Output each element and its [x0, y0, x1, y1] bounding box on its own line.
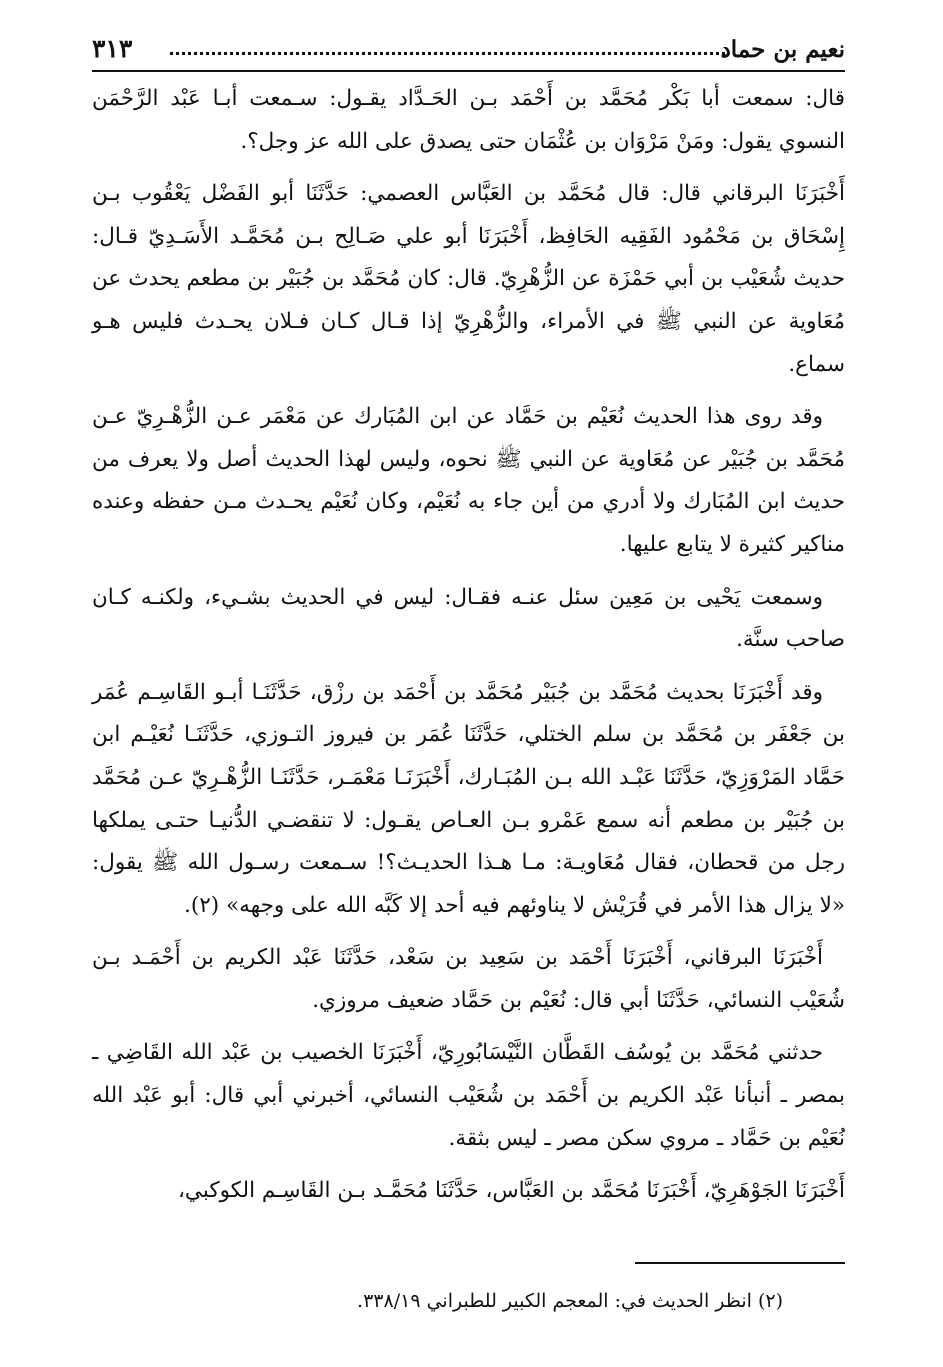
main-text	[92, 78, 845, 1223]
running-head: نعيم بن حماد	[720, 36, 845, 63]
dotted-leader	[170, 52, 725, 55]
paragraph: وسمعت يَحْيى بن مَعِين سئل عنـه فقـال: ليس في الحديث بشـيء، ولكنـه كـان صاحب سنَّة.	[92, 584, 845, 653]
paragraph: وقد روى هذا الحديث نُعَيْم بن حَمَّاد عن ابن المُبَارك عن مَعْمَر عـن الزُّهْـرِيّ عـن مُحَمَّد بن جُبَيْر عن مُعَاوية عن النبي ﷺ نحوه، وليس لهذا الحديث أصل ولا يعرف من حديث ابن المُبَارك ولا أدري من أين جاء به نُعَيْم، وكان نُعَيْم يحـدث مـن حفظه وعنده مناكير كثيرة لا يتابع عليها.	[92, 404, 845, 557]
paragraph: أَخْبَرَنَا البرقاني، أَخْبَرَنَا أَحْمَد بن سَعِيد بن سَعْد، حَدَّثَنَا عَبْد الكريم بن أَحْمَـد بـن شُعَيْب النسائي، حَدَّثَنَا أبي قال: نُعَيْم بن حَمَّاد ضعيف مروزي.	[92, 945, 845, 1013]
paragraph: أَخْبَرَنَا الجَوْهَرِيّ، أَخْبَرَنَا مُحَمَّد بن العَبَّاس، حَدَّثَنَا مُحَمَّـد بـن القَاسِـم الكوكبي،	[177, 1178, 845, 1204]
paragraph: قال: سمعت أبا بَكْر مُحَمَّد بن أَحْمَد بـن الحَـدَّاد يقـول: سـمعت أبـا عَبْد الرَّحْمَن النسوي يقول: ومَنْ مَرْوَان بن عُثْمَان حتى يصدق على الله عز وجل؟.	[92, 86, 845, 154]
page-header	[92, 30, 845, 72]
paragraph: وقد أَخْبَرَنَا بحديث مُحَمَّد بن جُبَيْر مُحَمَّد بن أَحْمَد بن رزْق، حَدَّثَنَـا أبـو القَاسِـم عُمَر بن جَعْفَر بن مُحَمَّد بن سلم الختلي، حَدَّثَنَا عُمَر بن فيروز التـوزي، حَدَّثَنَـا نُعَيْـم ابن حَمَّاد المَرْوَزِيّ، حَدَّثَنَا عَبْـد الله بـن المُبَـارك، أَخْبَرَنَـا مَعْمَـر، حَدَّثَنَـا الزُّهْـرِيّ عـن مُحَمَّد بن جُبَيْر بن مطعم أنه سمع عَمْرو بـن العـاص يقـول: لا تنقضـي الدُّنيـا حتـى يملكها رجل من قحطان، فقال مُعَاويـة: مـا هـذا الحديـث؟! سـمعت رسـول الله ﷺ يقول: «لا يزال هذا الأمر في قُرَيْش لا يناوئهم فيه أحد إلا كَبَّه الله على وجهه» (٢).	[92, 679, 845, 918]
footnote: (٢) انظر الحديث في: المعجم الكبير للطبراني ٣٣٨/١٩.	[357, 1290, 783, 1312]
page-number: ٣١٣	[92, 34, 133, 63]
paragraph: أَخْبَرَنَا البرقاني قال: قال مُحَمَّد بن العَبَّاس العصمي: حَدَّثَنَا أبو الفَضْل يَعْقُوب بـن إِسْحَاق بن مَحْمُود الفَقِيه الحَافِظ، أَخْبَرَنَا أبو علي صَـالِح بـن مُحَمَّـد الأَسَـدِيّ قـال: حديث شُعَيْب بن أبي حَمْزَة عن الزُّهْرِيّ. قال: كان مُحَمَّد بن جُبَيْر بن مطعم يحدث عن مُعَاوية عن النبي ﷺ في الأمراء، والزُّهْرِيّ إذا قـال كـان فـلان يحـدث فليس هـو سماع.	[92, 181, 845, 377]
paragraph: حدثني مُحَمَّد بن يُوسُف القَطَّان النَّيْسَابُورِيّ، أَخْبَرَنَا الخصيب بن عَبْد الله القَاضِي ـ بمصر ـ أنبأنا عَبْد الكريم بن أَحْمَد بن شُعَيْب النسائي، أخبرني أبي قال: أبو عَبْد الله نُعَيْم بن حَمَّاد ـ مروي سكن مصر ـ ليس بثقة.	[92, 1040, 845, 1151]
footnote-separator	[635, 1262, 845, 1264]
